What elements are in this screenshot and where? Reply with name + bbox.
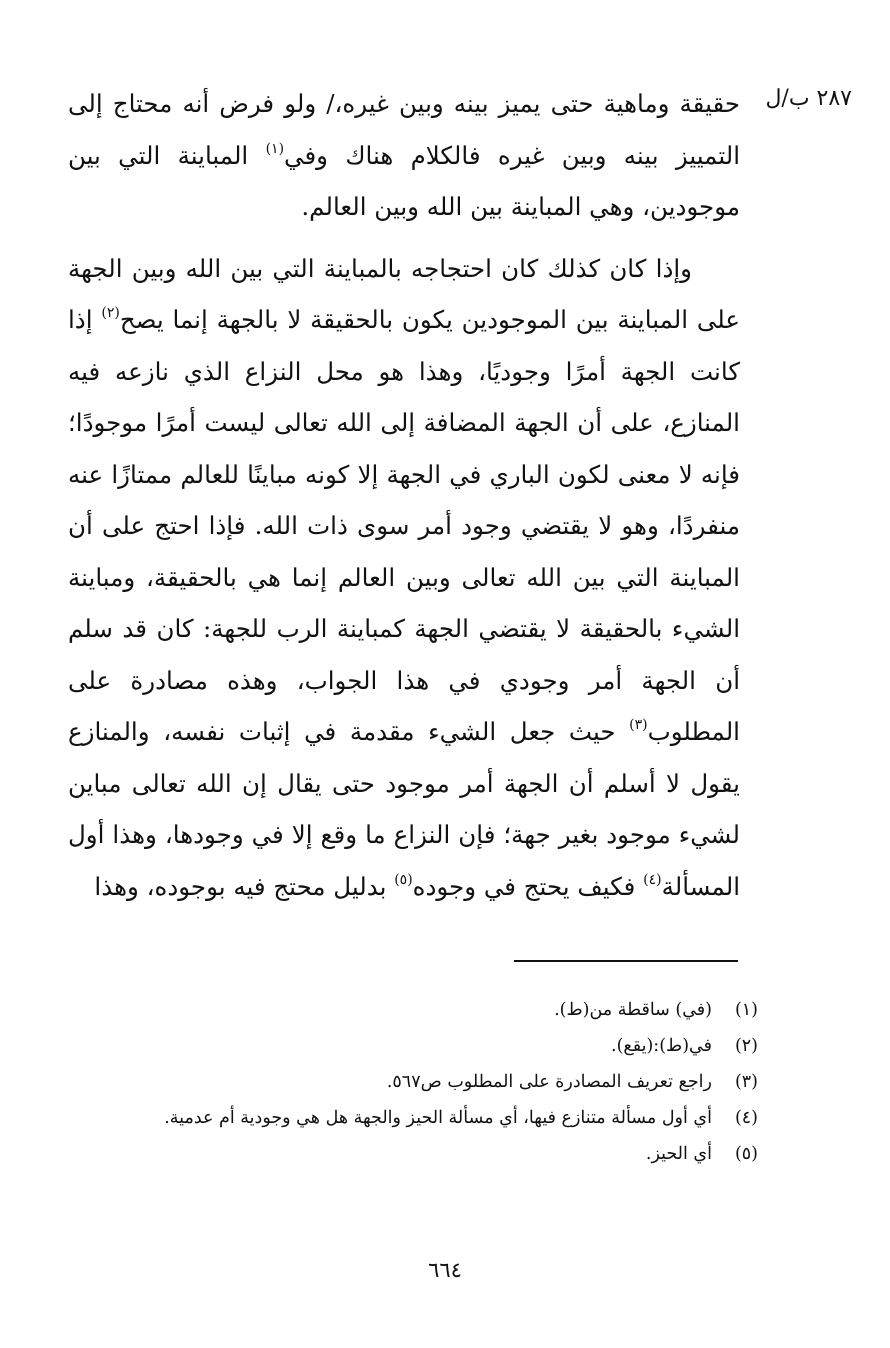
text-segment: حيث جعل الشيء مقدمة في إثبات نفسه، والمنازع يقول لا أسلم أن الجهة أمر موجود حتى يقال إن الله تعالى مباين لشيء موجود بغير جهة؛ فإن النزاع ما وقع إلا في وجودها، وهذا أول المسألة <box>68 717 740 901</box>
footnote-number: (٥) <box>734 1144 758 1164</box>
footnote-separator-line <box>514 960 738 962</box>
text-segment: فكيف يحتج في وجوده <box>412 871 644 901</box>
text-segment: المباينة التي بين موجودين، وهي المباينة بين الله وبين العالم. <box>68 140 740 221</box>
footnote-text: (في) ساقطة من(ط). <box>554 1000 712 1020</box>
footnote-text: أي الحيز. <box>645 1144 712 1164</box>
footnote-marker: (٣) <box>629 717 648 733</box>
footnote-item <box>68 1136 758 1172</box>
footnote-text: راجع تعريف المصادرة على المطلوب ص٥٦٧. <box>386 1072 712 1092</box>
text-segment: وإذا كان كذلك كان احتجاجه بالمباينة التي بين الله وبين الجهة على المباينة بين الموجودين يكون بالحقيقة لا بالجهة إنما يصح <box>68 253 741 334</box>
footnote-number: (٣) <box>734 1072 758 1092</box>
page-number: ٦٦٤ <box>428 1258 462 1282</box>
footnotes-section <box>68 992 758 1172</box>
footnote-text: في(ط):(يقع). <box>611 1036 712 1056</box>
margin-manuscript-reference: ٢٨٧ ب/ل <box>765 86 852 111</box>
paragraph <box>68 243 740 913</box>
text-segment: بدليل محتج فيه بوجوده، وهذا <box>94 871 395 901</box>
footnote-item <box>68 1100 758 1136</box>
footnote-marker: (٢) <box>101 305 120 321</box>
paragraph <box>68 78 740 233</box>
main-text-body <box>68 78 740 912</box>
footnote-marker: (١) <box>265 140 285 157</box>
footnote-number: (٤) <box>734 1108 758 1128</box>
text-segment: إذا كانت الجهة أمرًا وجوديًا، وهذا هو محل النزاع الذي نازعه فيه المنازع، على أن الجهة المضافة إلى الله تعالى ليست أمرًا موجودًا؛ فإنه لا معنى لكون الباري في الجهة إلا كونه مباينًا للعالم ممتازًا عنه منفردًا، وهو لا يقتضي وجود أمر سوى ذات الله. فإذا احتج على أن المباينة التي بين الله تعالى وبين العالم إنما هي بالحقيقة، ومباينة الشيء بالحقيقة لا يقتضي الجهة كمباينة الرب للجهة: كان قد سلم أن الجهة أمر وجودي في هذا الجواب، وهذه مصادرة على المطلوب <box>68 305 740 746</box>
footnote-number: (٢) <box>734 1036 758 1056</box>
text-segment: حقيقة وماهية حتى يميز بينه وبين غيره،/ ولو فرض أنه محتاج إلى التمييز بينه وبين غيره فالكلام هناك وفي <box>68 89 740 170</box>
footnote-marker: (٥) <box>394 871 413 888</box>
footnote-item <box>68 1028 758 1064</box>
footnote-item <box>68 992 758 1028</box>
footnote-item <box>68 1064 758 1100</box>
footnote-text: أي أول مسألة متنازع فيها، أي مسألة الحيز والجهة هل هي وجودية أم عدمية. <box>164 1108 712 1128</box>
footnote-number: (١) <box>734 1000 758 1020</box>
footnote-marker: (٤) <box>643 871 662 888</box>
